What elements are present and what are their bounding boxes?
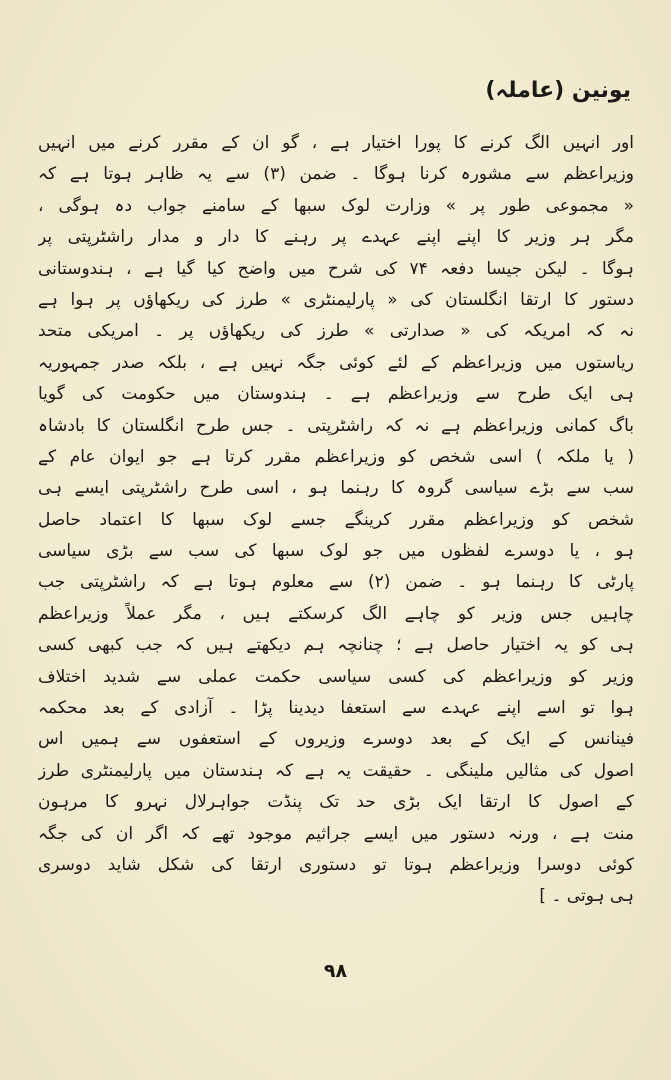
text-line: منت ہے ، ورنہ دستور میں ایسے جراثیم موجود تھے کہ اگر ان کی جگہ	[38, 823, 634, 844]
text-line: کے اصول کا ارتقا ایک بڑی حد تک پنڈت جواہرلال نہرو کا مرہون	[38, 792, 634, 813]
text-line: دستور کا ارتقا انگلستان کی « پارلیمنٹری » طرز کی ریکھاؤں پر ہوا ہے	[38, 289, 634, 310]
text-line: مگر ہر وزیر کا اپنے اپنے عہدے پر رہنے کا دار و مدار راشٹرپتی پر	[38, 227, 634, 248]
text-line: پارٹی کا رہنما ہو ۔ ضمن (۲) سے معلوم ہوتا ہے کہ راشٹرپتی جب	[38, 572, 634, 593]
text-line: باگ کمانی وزیراعظم ہے نہ کہ راشٹرپتی ۔ جس طرح انگلستان کا بادشاہ	[38, 415, 634, 436]
text-line: ہی کو یہ اختیار حاصل ہے ؛ چنانچہ ہم دیکھتے ہیں کہ جب کبھی کسی	[38, 635, 634, 656]
body-text	[38, 128, 634, 913]
text-line: کوئی دوسرا وزیراعظم ہوتا تو دستوری ارتقا کی شکل شاید دوسری	[38, 854, 634, 875]
text-line: اور انہیں الگ کرنے کا پورا اختیار ہے ، گو ان کے مقرر کرنے میں انہیں	[38, 133, 634, 153]
text-line: وزیر کو وزیراعظم کی کسی سیاسی حکمت عملی سے شدید اختلاف	[38, 666, 634, 687]
text-line: اصول کی مثالیں ملینگی ۔ حقیقت یہ ہے کہ ہندستان میں پارلیمنٹری طرز	[38, 760, 634, 781]
text-line: ریاستوں میں وزیراعظم کے لئے کوئی جگہ نہیں ہے ، بلکہ صدر جمہوریہ	[38, 352, 634, 373]
text-line: ہی ایک طرح سے وزیراعظم ہے ۔ ہندوستان میں حکومت کی گویا	[38, 384, 634, 405]
text-line: ہوا تو اسے اپنے عہدے سے استعفا دیدینا پڑا ۔ آزادی کے بعد محکمہ	[38, 698, 634, 719]
text-line: ( یا ملکہ ) اسی شخص کو وزیراعظم مقرر کرتا ہے جو ایوان عام کے	[38, 446, 634, 467]
text-line: نہ کہ امریکہ کی « صدارتی » طرز کی ریکھاؤں پر ۔ امریکی متحد	[38, 321, 634, 342]
text-line: « مجموعی طور پر » وزارت لوک سبھا کے سامنے جواب دہ ہوگی ،	[38, 195, 634, 216]
text-line: ہو ، یا دوسرے لفظوں میں جو لوک سبھا کی سب سے بڑی سیاسی	[38, 541, 634, 562]
text-line: وزیراعظم سے مشورہ کرنا ہوگا ۔ ضمن (۳) سے یہ ظاہر ہوتا ہے کہ	[38, 164, 634, 185]
page-number: ۹۸	[323, 960, 348, 982]
text-line: ہوگا ۔ لیکن جیسا دفعہ ۷۴ کی شرح میں واضح کیا گیا ہے ، ہندوستانی	[38, 258, 634, 279]
text-line: چاہیں جس وزیر کو چاہے الگ کرسکتے ہیں ، مگر عملاً وزیراعظم	[38, 603, 634, 624]
running-header: یونین (عاملہ)	[485, 78, 631, 103]
text-line-last: ہی ہوتی ۔ ]	[539, 886, 634, 907]
text-line: سب سے بڑے سیاسی گروہ کا رہنما ہو ، اسی طرح راشٹرپتی ایسے ہی	[38, 478, 634, 499]
text-line: شخص کو وزیراعظم مقرر کرینگے جسے لوک سبھا کا اعتماد حاصل	[38, 509, 634, 530]
text-line: فینانس کے ایک کے بعد دوسرے وزیروں کے استعفوں سے ہمیں اس	[38, 729, 634, 750]
